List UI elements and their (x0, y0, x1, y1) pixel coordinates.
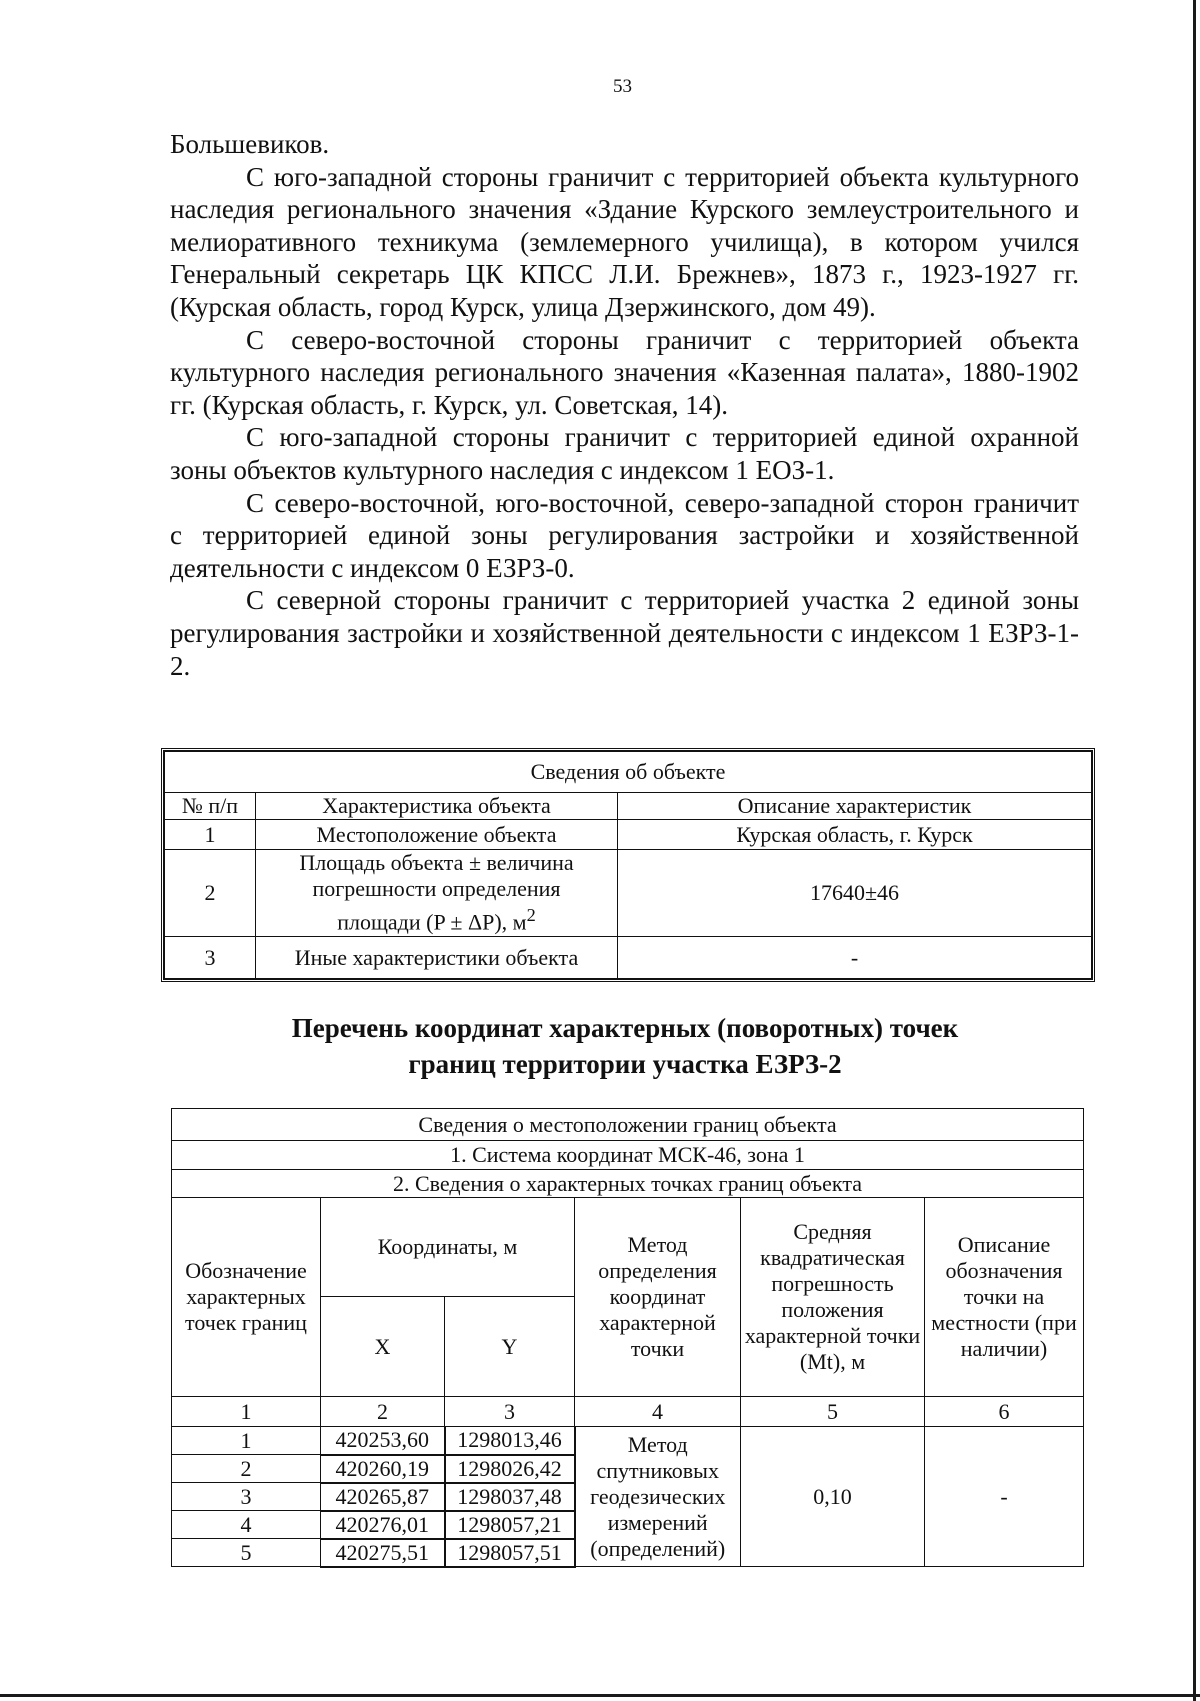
paragraph: С северо-восточной, юго-восточной, северо-западной сторон граничит с территорией единой зоны регулирования застройки и хозяйственной деятельности с индексом 0 ЕЗРЗ-0. (170, 487, 1079, 583)
header-coordinates: Координаты, м (321, 1198, 575, 1297)
coord-y: 1298057,21 (445, 1511, 575, 1539)
coord-y: 1298013,46 (445, 1427, 575, 1455)
row-num: 1 (165, 820, 256, 850)
coord-x: 420275,51 (321, 1539, 445, 1567)
coord-y: 1298037,48 (445, 1483, 575, 1511)
coord-x: 420265,87 (321, 1483, 445, 1511)
column-number: 2 (321, 1397, 445, 1427)
coord-x: 420260,19 (321, 1455, 445, 1483)
column-number: 6 (925, 1397, 1084, 1427)
page-number: 53 (613, 76, 632, 97)
section-caption: 2. Сведения о характерных точках границ объекта (172, 1170, 1084, 1198)
point-number: 4 (172, 1511, 321, 1539)
header-error: Средняя квадратическая погрешность положения характерной точки (Mt), м (741, 1198, 925, 1397)
paragraph: С северной стороны граничит с территорией участка 2 единой зоны регулирования застройки и хозяйственной деятельности с индексом 1 ЕЗРЗ-1-2. (170, 585, 1079, 681)
object-info-table-frame (161, 748, 1095, 982)
characteristic-line: Площадь объекта ± величина (299, 850, 574, 876)
paragraph: Большевиков. (170, 129, 330, 159)
row-characteristic (256, 850, 618, 937)
row-num: 3 (165, 937, 256, 979)
method-value: Метод спутниковых геодезических измерений (определений) (575, 1427, 741, 1567)
coord-y: 1298026,42 (445, 1455, 575, 1483)
heading-line: Перечень координат характерных (поворотных) точек (291, 1013, 959, 1043)
row-description: - (618, 937, 1092, 979)
coords-table-title: Сведения о местоположении границ объекта (172, 1109, 1084, 1141)
superscript: 2 (526, 905, 536, 926)
row-description: Курская область, г. Курск (618, 820, 1092, 850)
point-number: 1 (172, 1427, 321, 1455)
row-description: 17640±46 (618, 850, 1092, 937)
paragraph: С северо-восточной стороны граничит с территорией объекта культурного наследия регионального значения «Казенная палата», 1880-1902 гг. (Курская область, г. Курск, ул. Советская, 14). (170, 324, 1079, 420)
column-number: 1 (172, 1397, 321, 1427)
header-method: Метод определения координат характерной точки (575, 1198, 741, 1397)
body-text (170, 128, 1079, 682)
header-x: X (321, 1297, 445, 1397)
row-characteristic: Иные характеристики объекта (256, 937, 618, 979)
paragraph: С юго-западной стороны граничит с территорией единой охранной зоны объектов культурного наследия с индексом 1 ЕОЗ-1. (170, 422, 1079, 485)
header-characteristic: Характеристика объекта (256, 793, 618, 820)
object-table-title: Сведения об объекте (165, 752, 1092, 793)
description-value: - (925, 1427, 1084, 1567)
row-num: 2 (165, 850, 256, 937)
column-number: 4 (575, 1397, 741, 1427)
section-heading (160, 1010, 1090, 1082)
header-num: № п/п (165, 793, 256, 820)
coord-y: 1298057,51 (445, 1539, 575, 1567)
point-number: 5 (172, 1539, 321, 1567)
point-number: 3 (172, 1483, 321, 1511)
column-number: 5 (741, 1397, 925, 1427)
characteristic-line: площади (P ± ΔP), м (337, 909, 527, 935)
header-point-description: Описание обозначения точки на местности (при наличии) (925, 1198, 1084, 1397)
characteristic-line: погрешности определения (312, 876, 561, 902)
coord-x: 420253,60 (321, 1427, 445, 1455)
coordinates-table (171, 1108, 1084, 1568)
coord-x: 420276,01 (321, 1511, 445, 1539)
heading-line: границ территории участка ЕЗРЗ-2 (408, 1049, 842, 1079)
column-number: 3 (445, 1397, 575, 1427)
point-number: 2 (172, 1455, 321, 1483)
header-y: Y (445, 1297, 575, 1397)
paragraph: С юго-западной стороны граничит с территорией объекта культурного наследия регионального значения «Здание Курского землеустроительного и мелиоративного техникума (землемерного училища), в котором учился Генеральный секретарь ЦК КПСС Л.И. Брежнев», 1873 г., 1923-1927 гг. (Курская область, город Курск, улица Дзержинского, дом 49). (170, 161, 1079, 322)
page-border-right (1193, 0, 1196, 1701)
header-description: Описание характеристик (618, 793, 1092, 820)
header-point-designation: Обозначение характерных точек границ (172, 1198, 321, 1397)
coordinate-system: 1. Система координат МСК-46, зона 1 (172, 1141, 1084, 1170)
error-value: 0,10 (741, 1427, 925, 1567)
page-border-bottom (0, 1694, 1200, 1697)
object-info-table (164, 751, 1092, 979)
row-characteristic: Местоположение объекта (256, 820, 618, 850)
